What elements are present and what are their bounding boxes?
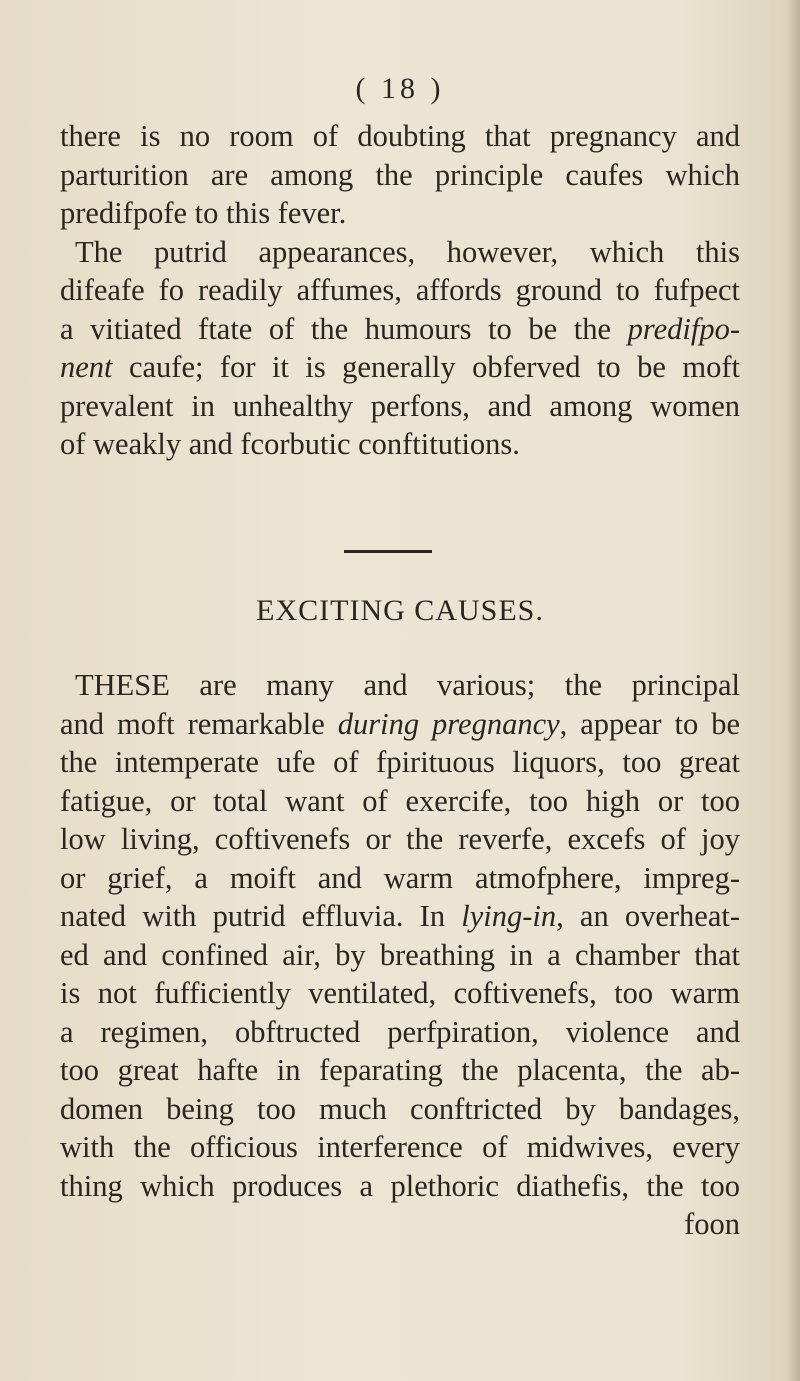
page-number: ( 18 ) — [355, 72, 445, 105]
text-line: a regimen, obftructed perfpiration, violence and — [60, 1014, 740, 1049]
italic-run: lying-in — [461, 899, 557, 933]
text-line — [60, 310, 740, 349]
text-line: too great hafte in feparating the placenta, the ab- — [60, 1053, 740, 1087]
italic-run: nent — [60, 350, 113, 384]
text-line: is not fufficiently ventilated, coftivenefs, too warm — [60, 976, 740, 1010]
text-line: with the officious interference of midwives, every — [60, 1130, 740, 1164]
text-run: , an overheat- — [556, 899, 740, 933]
text-line: parturition are among the principle caufes which — [60, 157, 740, 192]
text-line: prevalent in unhealthy perfons, and among women — [60, 388, 740, 423]
italic-run: predifpo- — [627, 311, 740, 346]
text-line: ed and confined air, by breathing in a chamber that — [60, 937, 740, 972]
text-line — [60, 897, 740, 936]
text-line: THESE are many and various; the principal — [75, 668, 740, 702]
text-line: fatigue, or total want of exercife, too high or too — [60, 783, 740, 818]
text-line: thing which produces a plethoric diathefis, the too — [60, 1168, 740, 1203]
text-line: low living, coftivenefs or the reverfe, excefs of joy — [60, 822, 740, 856]
text-line — [60, 705, 740, 744]
section-divider — [344, 550, 432, 553]
paragraph-exciting-causes — [60, 666, 740, 1244]
text-run: nated with putrid effluvia. In — [60, 899, 462, 933]
text-line: The putrid appearances, however, which this — [75, 234, 740, 269]
paragraph-predisposing — [60, 117, 740, 464]
italic-run: during pregnancy — [337, 706, 560, 741]
section-heading: EXCITING CAUSES. — [256, 594, 544, 627]
text-run: , appear to be — [559, 706, 740, 741]
text-line: domen being too much conftricted by bandages, — [60, 1091, 740, 1126]
text-line: of weakly and fcorbutic conftitutions. — [60, 427, 520, 461]
text-run: and moft remarkable — [60, 706, 338, 741]
text-line: or grief, a moift and warm atmofphere, impreg- — [60, 860, 740, 895]
text-line — [60, 348, 740, 387]
text-run: caufe; for it is generally obferved to be moft — [112, 350, 740, 384]
page-edge-shadow — [786, 0, 800, 1381]
text-line: there is no room of doubting that pregnancy and — [60, 119, 740, 153]
text-run: a vitiated ftate of the humours to be the — [60, 311, 628, 346]
text-line: the intemperate ufe of fpirituous liquors, too great — [60, 745, 740, 779]
catchword: foon — [684, 1207, 740, 1241]
text-line: predifpofe to this fever. — [60, 196, 347, 230]
text-line: difeafe fo readily affumes, affords ground to fufpect — [60, 273, 740, 307]
